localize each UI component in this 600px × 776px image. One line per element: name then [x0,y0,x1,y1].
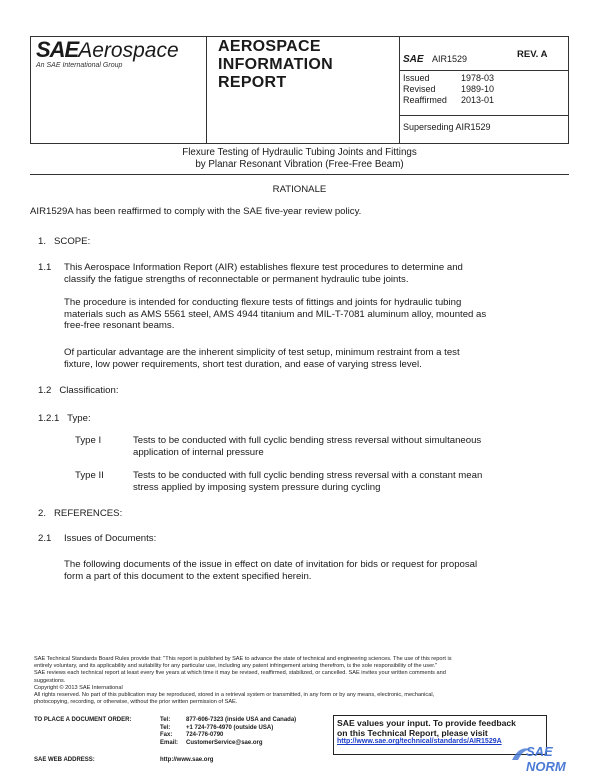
contact-label: Email: [160,739,179,746]
footer-fine-print [34,656,567,706]
date-label: Reaffirmed [403,95,447,105]
paragraph-line: form a part of this document to the extent specified herein. [64,570,312,582]
fine-line: entirely voluntary, and its applicability and suitability for any particular use, including any patent infringement arising therefrom, is the sole responsibility of the user." [34,663,438,670]
header-divider [399,70,568,71]
doc-title-line: by Planar Resonant Vibration (Free-Free Beam) [195,158,404,170]
scope-paragraph-2 [64,297,564,332]
report-type-title [218,38,333,92]
fine-line: SAE reviews each technical report at least every five years at which time it may be revised, reaffirmed, stabilized, or cancelled. SAE invites your written comments and [34,670,446,677]
copyright-line: Copyright © 2013 SAE International [34,684,123,691]
paragraph-line: The procedure is intended for conducting flexure tests of fittings and joints for hydraulic tubing [64,297,462,308]
title-line: AEROSPACE [218,38,321,55]
scope-heading: 1. SCOPE: [38,236,91,247]
revision-label: REV. A [517,49,548,60]
scope-paragraph-1 [64,262,564,285]
sae-small-logo: SAE [403,54,424,65]
header-divider [31,143,568,144]
date-row [403,84,494,95]
type-heading: 1.2.1 Type: [38,413,91,424]
description-line: application of internal pressure [133,446,264,458]
classification-heading: 1.2 Classification: [38,385,119,396]
doc-title-line: Flexure Testing of Hydraulic Tubing Joints and Fittings [182,147,417,158]
fine-line: suggestions. [34,677,66,684]
fine-line: photocopying, recording, or otherwise, without the prior written permission of SAE. [34,699,238,706]
references-heading: 2. REFERENCES: [38,508,123,519]
contact-label: Fax: [160,732,173,739]
fine-line: SAE Technical Standards Board Rules provide that: "This report is published by SAE to advance the state of technical and engineering sciences. The use of this report is [34,656,452,662]
watermark-logo [510,742,594,774]
references-paragraph [64,559,569,582]
contact-label: Tel: [160,724,171,731]
title-line: REPORT [218,74,287,91]
doc-number: AIR1529 [432,54,468,64]
feedback-line: SAE values your input. To provide feedback [337,718,516,728]
title-rule [30,174,569,175]
paragraph-line: materials such as AMS 5561 steel, AMS 4944 titanium and MIL-T-7081 aluminum alloy, mounted as [64,308,487,320]
logo-subtitle: An SAE International Group [36,62,123,69]
type-name: Type I [75,435,102,446]
fine-line: All rights reserved. No part of this publication may be reproduced, stored in a retrieval system or transmitted, in any form or by any means, electronic, mechanical, [34,692,435,699]
scope-paragraph-3 [64,347,564,370]
watermark-text: SAE NORM [526,744,566,774]
contact-value[interactable]: CustomerService@sae.org [186,739,263,746]
date-label: Issued [403,73,430,83]
type-description [133,435,563,458]
sae-aerospace-logo [36,37,179,63]
contact-row [160,717,330,725]
type-description [133,470,563,493]
description-line: Tests to be conducted with full cyclic bending stress reversal with a constant mean [133,470,483,481]
date-value: 1978-03 [461,73,495,83]
web-address-label: SAE WEB ADDRESS: [34,757,95,763]
superseding-note: Superseding AIR1529 [403,122,491,132]
document-title [30,147,569,170]
header-divider [399,37,400,143]
rationale-text: AIR1529A has been reaffirmed to comply with the SAE five-year review policy. [30,206,362,217]
doc-id-row [403,49,467,67]
logo-sae-text: SAE [36,37,79,62]
header-divider [399,115,568,116]
paragraph-line: classify the fatigue strengths of reconnectable or permanent hydraulic tube joints. [64,273,409,285]
feedback-content [337,718,542,745]
contact-row [160,732,330,740]
dates-block [403,73,494,106]
feedback-line: on this Technical Report, please visit [337,728,488,738]
description-line: Tests to be conducted with full cyclic bending stress reversal without simultaneous [133,435,482,446]
web-address-link[interactable]: http://www.sae.org [160,757,214,763]
contact-value: 724-776-0790 [186,732,224,739]
header-divider [206,37,207,143]
contact-block [160,717,330,747]
contact-value: 877-606-7323 (inside USA and Canada) [186,717,297,723]
contact-label: Tel: [160,717,171,723]
contact-row [160,740,330,748]
section-number: 1.1 [38,262,52,273]
date-row [403,73,494,84]
paragraph-line: fixture, low power requirements, short test duration, and ease of varying stress level. [64,358,422,370]
feedback-link[interactable]: http://www.sae.org/technical/standards/AIR1529A [337,738,502,745]
contact-row [160,725,330,733]
paragraph-line: The following documents of the issue in effect on date of invitation for bids or request for proposal [64,559,478,570]
description-line: stress applied by imposing system pressure during cycling [133,481,381,493]
section-number: 2.1 [38,533,52,544]
paragraph-line: Of particular advantage are the inherent simplicity of test setup, minimum restraint from a test [64,347,460,358]
date-value: 1989-10 [461,84,495,94]
date-label: Revised [403,84,436,94]
type-name: Type II [75,470,104,481]
logo-aerospace-text: Aerospace [78,39,179,62]
paragraph-line: free-free resonant beams. [64,320,175,332]
contact-value: +1 724-776-4970 (outside USA) [186,724,274,731]
date-row [403,95,494,106]
issues-heading: Issues of Documents: [64,533,157,544]
date-value: 2013-01 [461,95,495,105]
paragraph-line: This Aerospace Information Report (AIR) establishes flexure test procedures to determine and [64,262,463,273]
order-label: TO PLACE A DOCUMENT ORDER: [34,717,132,723]
title-line: INFORMATION [218,56,333,73]
rationale-heading: RATIONALE [272,184,327,195]
